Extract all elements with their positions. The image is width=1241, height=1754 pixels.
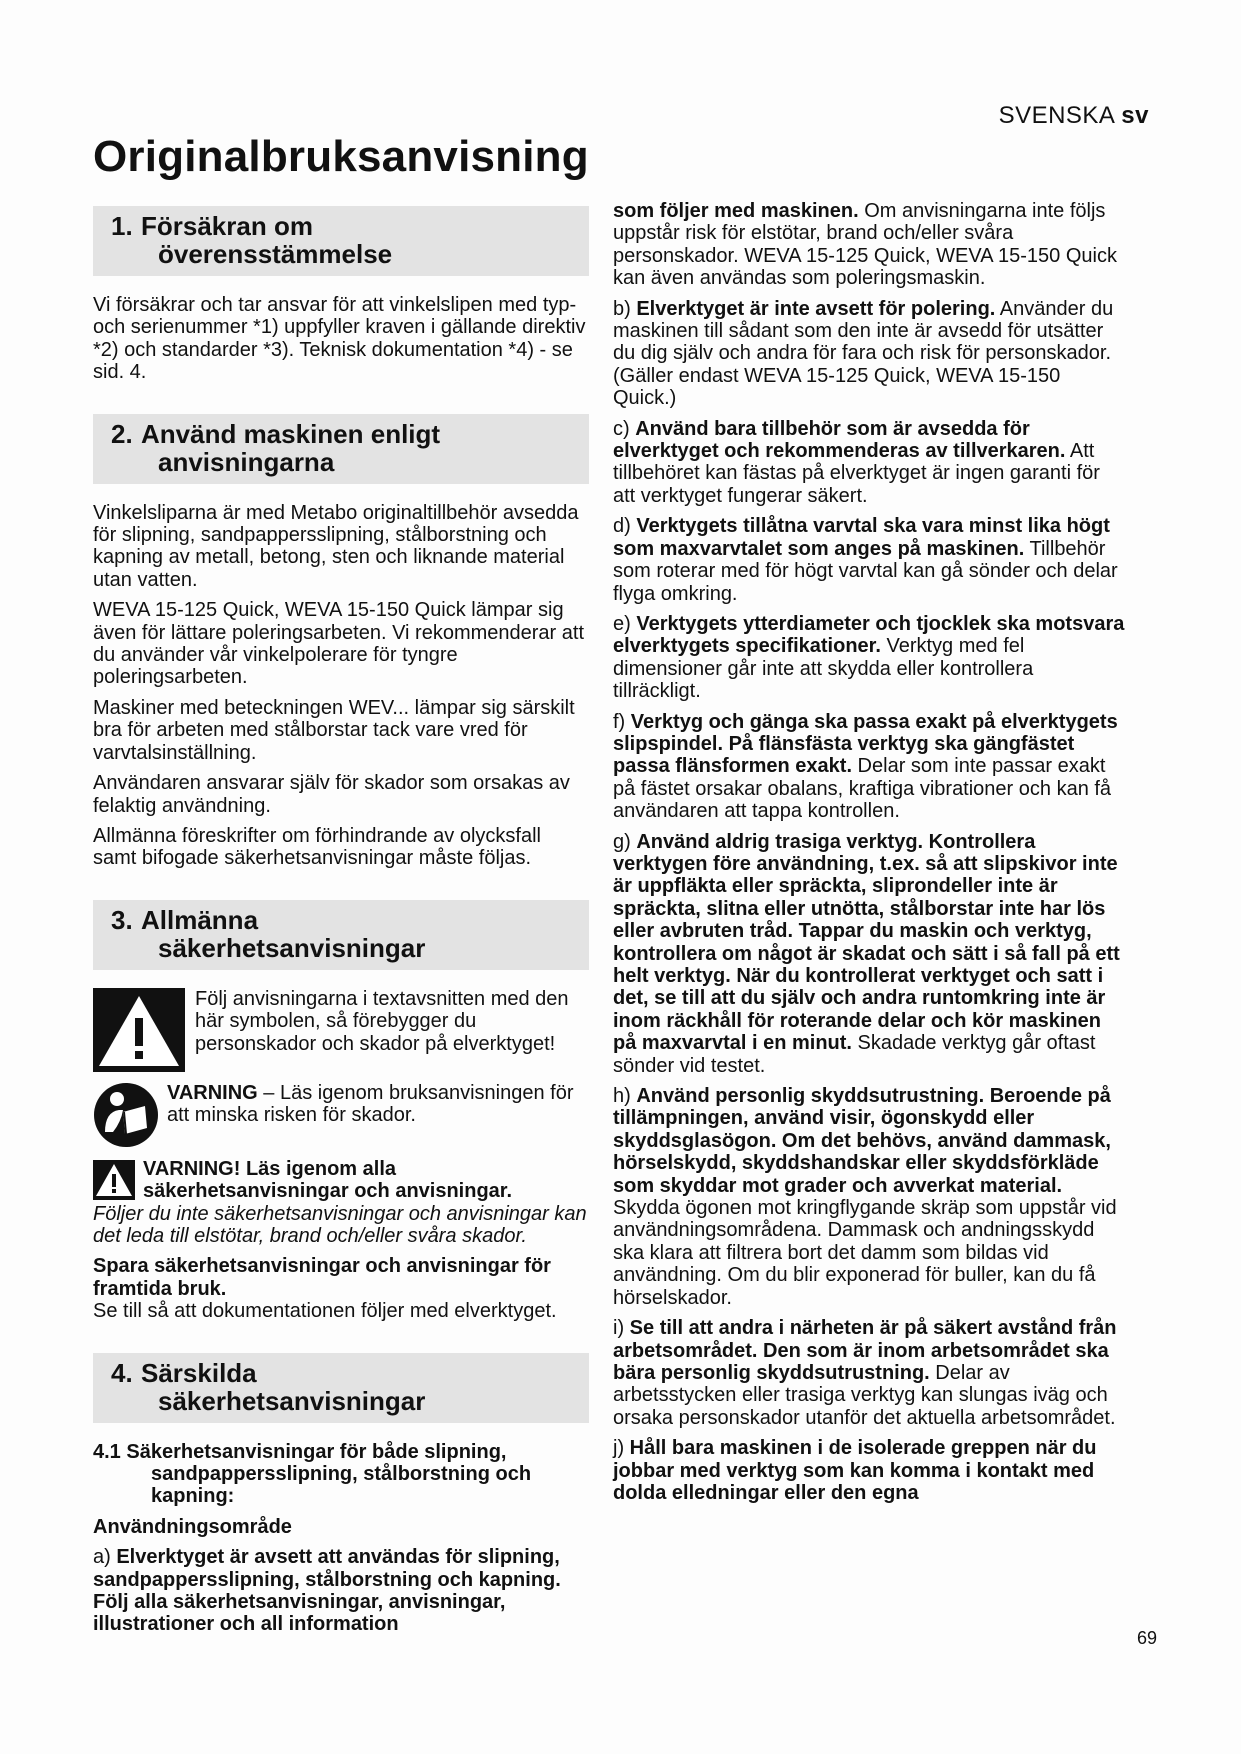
item-bold: Se till att andra i närheten är på säkert avstånd från arbetsområdet. Den som är inom arbetsområdet ska bära personlig skyddsutrustning.	[613, 1317, 1117, 1384]
section-title-line1: Försäkran om	[141, 211, 313, 241]
section-title-line1: Särskilda	[141, 1357, 257, 1388]
item-prefix: g)	[613, 830, 637, 853]
paragraph: WEVA 15-125 Quick, WEVA 15-150 Quick lämpar sig även för lättare poleringsarbeten. Vi rekommenderar att du använder vår vinkelpolerare för tyngre poleringsarbeten.	[93, 599, 585, 689]
read-manual-text	[167, 1082, 589, 1127]
language-code: sv	[1121, 102, 1149, 129]
warning-triangle-icon	[93, 988, 185, 1072]
warning-all-note	[93, 1158, 589, 1203]
item-rest: Använder du maskinen till sådant som den inte är avsedd för utsätter du dig själv och andra för fara och risk för personskador. (Gäller endast WEVA 15-125 Quick, WEVA 15-150 Quick.)	[613, 297, 1114, 410]
paragraph: Vi försäkrar och tar ansvar för att vinkelslipen med typ- och serienummer *1) uppfyller kraven i gällande direktiv *2) och standarder *3). Teknisk dokumentation *4) - se sid. 4.	[93, 294, 586, 384]
item-i	[613, 1317, 1125, 1429]
item-prefix: h)	[613, 1085, 637, 1108]
item-f	[613, 711, 1125, 823]
item-bold: Elverktyget är avsett att användas för slipning, sandpappersslipning, stålborstning och kapning. Följ alla säkerhetsanvisningar, anvisningar, illustrationer och all information	[93, 1546, 561, 1636]
section-title-line1: Allmänna	[141, 904, 259, 935]
item-bold: som följer med maskinen.	[613, 200, 859, 222]
symbol-note	[93, 988, 589, 1072]
warning-all-text: VARNING! Läs igenom alla säkerhetsanvisningar och anvisningar.	[143, 1157, 513, 1203]
item-j	[613, 1437, 1125, 1504]
warning-triangle-small-icon	[93, 1160, 135, 1200]
item-bold: Använd personlig skyddsutrustning. Beroende på tillämpningen, använd visir, ögonskydd eller skyddsglasögon. Om det behövs, använd dammask, hörselskydd, skyddshandskar eller skyddsförkläde som skyddar mot grader och avverkat material.	[613, 1085, 1111, 1197]
item-prefix: d)	[613, 515, 637, 538]
item-b	[613, 298, 1125, 410]
section-number: 2.	[111, 418, 133, 449]
item-rest: Skadade verktyg går oftast sönder vid testet.	[613, 1032, 1096, 1077]
document-title: Originalbruksanvisning	[93, 132, 589, 181]
paragraph: Vinkelsliparna är med Metabo originaltillbehör avsedda för slipning, sandpappersslipning, stålborstning och kapning av metall, betong, sten och liknande material utan vatten.	[93, 501, 579, 591]
subsection-title-rest: sandpappersslipning, stålborstning och kapning:	[151, 1462, 532, 1508]
symbol-note-text: Följ anvisningarna i textavsnitten med den här symbolen, så förebygger du personskador och skador på elverktyget!	[195, 987, 569, 1055]
item-a	[93, 1546, 589, 1636]
item-e	[613, 613, 1125, 703]
item-prefix: f)	[613, 710, 631, 733]
paragraph: Användaren ansvarar själv för skador som orsakas av felaktig användning.	[93, 772, 570, 817]
item-g	[613, 831, 1125, 1077]
warning-italic-text: Följer du inte säkerhetsanvisningar och anvisningar kan det leda till elstötar, brand och/eller svåra skador.	[93, 1202, 587, 1247]
item-bold: Använd aldrig trasiga verktyg. Kontrollera verktygen före användning, t.ex. så att slipskivor inte är uppfläkta eller spräckta, sliprondeller inte är spräckta, slitna eller utnötta, stålborstar inte har lös eller avbruten tråd. Tappar du maskin och verktyg, kontrollera om något är skadat och sätt i så fall på ett helt verktyg. När du kontrollerat verktyget och satt i det, se till att du själv och andra runtomkring inte är inom räckhåll för roterande delar och kör maskinen på maxvarvtal i en minut.	[613, 830, 1120, 1055]
varning-label: VARNING	[167, 1081, 258, 1104]
section-title-line2: anvisningarna	[158, 446, 335, 477]
item-bold: Använd bara tillbehör som är avsedda för elverktyget och rekommenderas av tillverkaren.	[613, 417, 1066, 463]
paragraph: Allmänna föreskrifter om förhindrande av olycksfall samt bifogade säkerhetsanvisningar måste följas.	[93, 824, 541, 870]
subsection-title-line1: Säkerhetsanvisningar för både slipning,	[120, 1440, 507, 1463]
item-bold: Verktyg och gänga ska passa exakt på elverktygets slipspindel. På flänsfästa verktyg ska gängfästet passa flänsformen exakt.	[613, 710, 1118, 778]
section-number: 1.	[111, 211, 133, 241]
save-instructions-text: Spara säkerhetsanvisningar och anvisningar för framtida bruk.	[93, 1255, 551, 1300]
subsection-number: 4.1	[93, 1440, 121, 1463]
item-rest: Delar av arbetsstycken eller trasiga verktyg kan slungas iväg och orsaka personskador utanför det aktuella arbetsområdet.	[613, 1361, 1116, 1429]
section-title-line2: säkerhetsanvisningar	[158, 1385, 426, 1416]
section-title-line2: överensstämmelse	[158, 239, 393, 269]
item-c	[613, 418, 1125, 508]
item-prefix: b)	[613, 297, 637, 320]
item-prefix: e)	[613, 612, 637, 635]
item-h	[613, 1085, 1125, 1309]
section-2-heading	[93, 414, 589, 484]
right-column	[613, 200, 1125, 1512]
item-rest: Om anvisningarna inte följs uppstår risk för elstötar, brand och/eller svåra personskador. WEVA 15-125 Quick, WEVA 15-150 Quick kan även användas som poleringsmaskin.	[613, 200, 1117, 290]
item-d	[613, 515, 1125, 605]
section-number: 4.	[111, 1357, 133, 1388]
section-3-heading	[93, 900, 589, 970]
page-number: 69	[1136, 1628, 1157, 1648]
section-1-heading	[93, 206, 589, 276]
item-bold: Håll bara maskinen i de isolerade greppen när du jobbar med verktyg som kan komma i kontakt med dolda elledningar eller den egna	[613, 1437, 1097, 1504]
documentation-text: Se till så att dokumentationen följer med elverktyget.	[93, 1300, 557, 1323]
item-bold: Elverktyget är inte avsett för polering.	[636, 297, 996, 320]
language-name: SVENSKA	[998, 102, 1115, 129]
item-prefix: i)	[613, 1317, 630, 1340]
item-a-continued	[613, 200, 1125, 290]
varning-rest: – Läs igenom bruksanvisningen för att minska risken för skador.	[167, 1081, 574, 1127]
item-rest: Delar som inte passar exakt på fästet orsakar obalans, kraftiga vibrationer och kan få användaren att tappa kontrollen.	[613, 755, 1112, 823]
item-bold: Verktygets ytterdiameter och tjocklek ska motsvara elverktygets specifikationer.	[613, 612, 1125, 658]
section-title-line1: Använd maskinen enligt	[141, 418, 441, 449]
item-rest: Skydda ögonen mot kringflygande skräp som uppstår vid användningsområdena. Dammask och andningsskydd ska klara att filtrera bort det damm som bildas vid användning. Om du blir exponerad för buller, kan du få hörselskador.	[613, 1197, 1117, 1309]
item-bold: Verktygets tillåtna varvtal ska vara minst lika högt som maxvarvtalet som anges på maskinen.	[613, 515, 1110, 560]
item-prefix: a)	[93, 1546, 117, 1569]
item-prefix: c)	[613, 417, 636, 440]
section-title-line2: säkerhetsanvisningar	[158, 932, 426, 963]
item-rest: Tillbehör som roterar med för högt varvtal kan gå sönder och delar flyga omkring.	[613, 537, 1118, 605]
read-manual-note	[93, 1082, 589, 1148]
left-column	[93, 206, 589, 1644]
usage-area-heading: Användningsområde	[93, 1515, 292, 1538]
subsection-4-1-heading	[93, 1441, 589, 1508]
item-rest: Att tillbehöret kan fästas på elverktyget är ingen garanti för att verktyget fungerar säkert.	[613, 440, 1100, 507]
section-4-heading	[93, 1353, 589, 1423]
read-manual-icon	[93, 1082, 159, 1148]
section-number: 3.	[111, 904, 133, 935]
item-prefix: j)	[613, 1437, 630, 1460]
item-rest: Verktyg med fel dimensioner går inte att skydda eller kontrollera tillräckligt.	[613, 635, 1034, 703]
paragraph: Maskiner med beteckningen WEV... lämpar sig särskilt bra för arbeten med stålborstar tack vare vred för varvtalsinställning.	[93, 696, 575, 764]
language-label	[999, 102, 1149, 130]
